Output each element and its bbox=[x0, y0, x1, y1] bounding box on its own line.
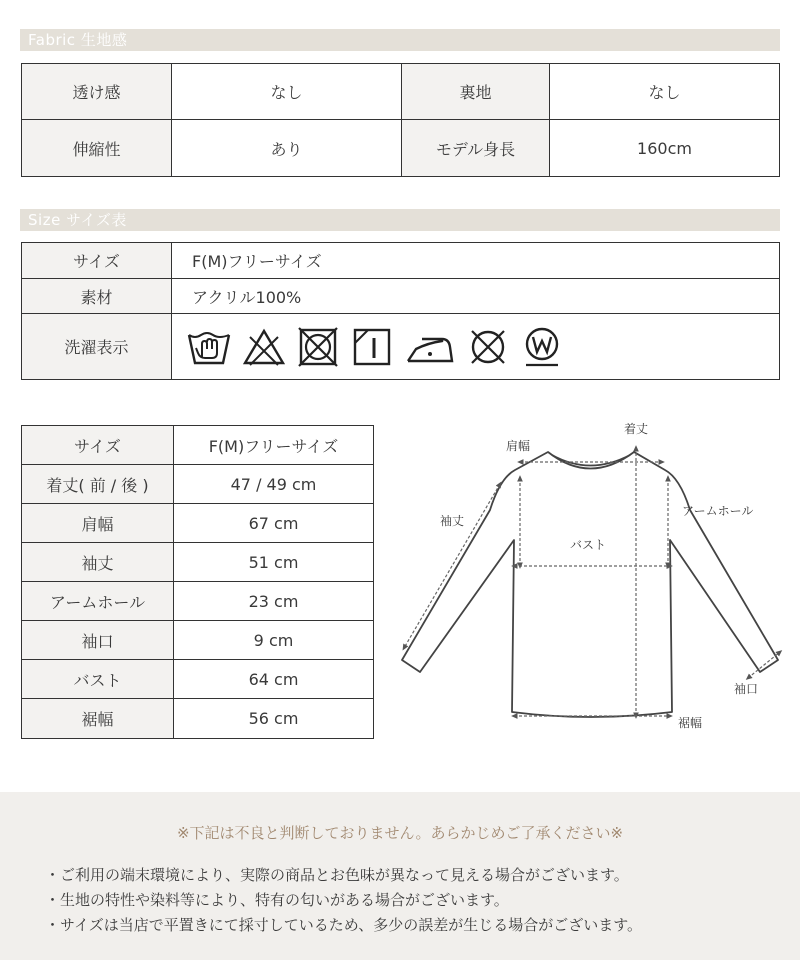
measure-row-label: 袖丈 bbox=[21, 542, 174, 582]
diagram-label-hem: 裾幅 bbox=[678, 716, 703, 730]
fabric-label-stretch: 伸縮性 bbox=[21, 119, 172, 177]
sweater-outline bbox=[402, 452, 778, 717]
size-value: F(M)フリーサイズ bbox=[171, 242, 780, 279]
fabric-value-stretch: あり bbox=[171, 119, 402, 177]
measure-row-value: 51 cm bbox=[173, 542, 374, 582]
measure-row-value: 47 / 49 cm bbox=[173, 464, 374, 504]
material-value: アクリル100% bbox=[171, 278, 780, 314]
measure-row-label: 肩幅 bbox=[21, 503, 174, 543]
measure-row-value: 9 cm bbox=[173, 620, 374, 660]
no-tumble-dry-icon bbox=[296, 327, 340, 367]
iron-low-icon bbox=[404, 327, 456, 367]
measure-row-label: アームホール bbox=[21, 581, 174, 621]
no-dry-clean-icon bbox=[466, 327, 510, 367]
material-label: 素材 bbox=[21, 278, 172, 314]
notice-line: ・生地の特性や染料等により、特有の匂いがある場合がございます。 bbox=[45, 891, 509, 909]
laundry-icon-row bbox=[186, 325, 564, 369]
measure-row-label: 袖口 bbox=[21, 620, 174, 660]
diagram-label-cuff: 袖口 bbox=[734, 682, 759, 696]
measure-row-value: 56 cm bbox=[173, 698, 374, 739]
diagram-label-shoulder: 肩幅 bbox=[506, 439, 531, 453]
measure-row-label: バスト bbox=[21, 659, 174, 699]
fabric-label-lining: 裏地 bbox=[401, 63, 550, 120]
measure-row-label: 着丈( 前 / 後 ) bbox=[21, 464, 174, 504]
diagram-label-bust: バスト bbox=[570, 538, 607, 552]
size-label: サイズ bbox=[21, 242, 172, 279]
notice-line: ・ご利用の端末環境により、実際の商品とお色味が異なって見える場合がございます。 bbox=[45, 866, 629, 884]
notice-panel bbox=[0, 792, 800, 960]
fabric-label-transparency: 透け感 bbox=[21, 63, 172, 120]
measure-row-value: 64 cm bbox=[173, 659, 374, 699]
wet-clean-icon bbox=[520, 325, 564, 369]
notice-line: ・サイズは当店で平置きにて採寸しているため、多少の誤差が生じる場合がございます。 bbox=[45, 916, 643, 934]
laundry-label: 洗濯表示 bbox=[21, 313, 172, 380]
laundry-icons-cell bbox=[171, 313, 780, 380]
diagram-label-sleeve: 袖丈 bbox=[440, 514, 465, 528]
hand-wash-icon bbox=[186, 327, 232, 367]
fabric-value-lining: なし bbox=[549, 63, 780, 120]
measurement-arrows bbox=[404, 448, 780, 716]
measure-header-label: サイズ bbox=[21, 425, 174, 465]
line-dry-shade-icon bbox=[350, 327, 394, 367]
measure-row-value: 67 cm bbox=[173, 503, 374, 543]
size-section-header: Size サイズ表 bbox=[20, 209, 780, 231]
fabric-value-model-height: 160cm bbox=[549, 119, 780, 177]
measure-row-label: 裾幅 bbox=[21, 698, 174, 739]
garment-measurement-diagram bbox=[395, 410, 790, 740]
fabric-label-model-height: モデル身長 bbox=[401, 119, 550, 177]
measure-row-value: 23 cm bbox=[173, 581, 374, 621]
fabric-section-header: Fabric 生地感 bbox=[20, 29, 780, 51]
diagram-label-length: 着丈 bbox=[624, 422, 649, 436]
no-bleach-icon bbox=[242, 327, 286, 367]
measure-header-value: F(M)フリーサイズ bbox=[173, 425, 374, 465]
fabric-value-transparency: なし bbox=[171, 63, 402, 120]
notice-title: ※下記は不良と判断しておりません。あらかじめご了承ください※ bbox=[176, 824, 624, 842]
diagram-label-armhole: アームホール bbox=[682, 504, 754, 518]
